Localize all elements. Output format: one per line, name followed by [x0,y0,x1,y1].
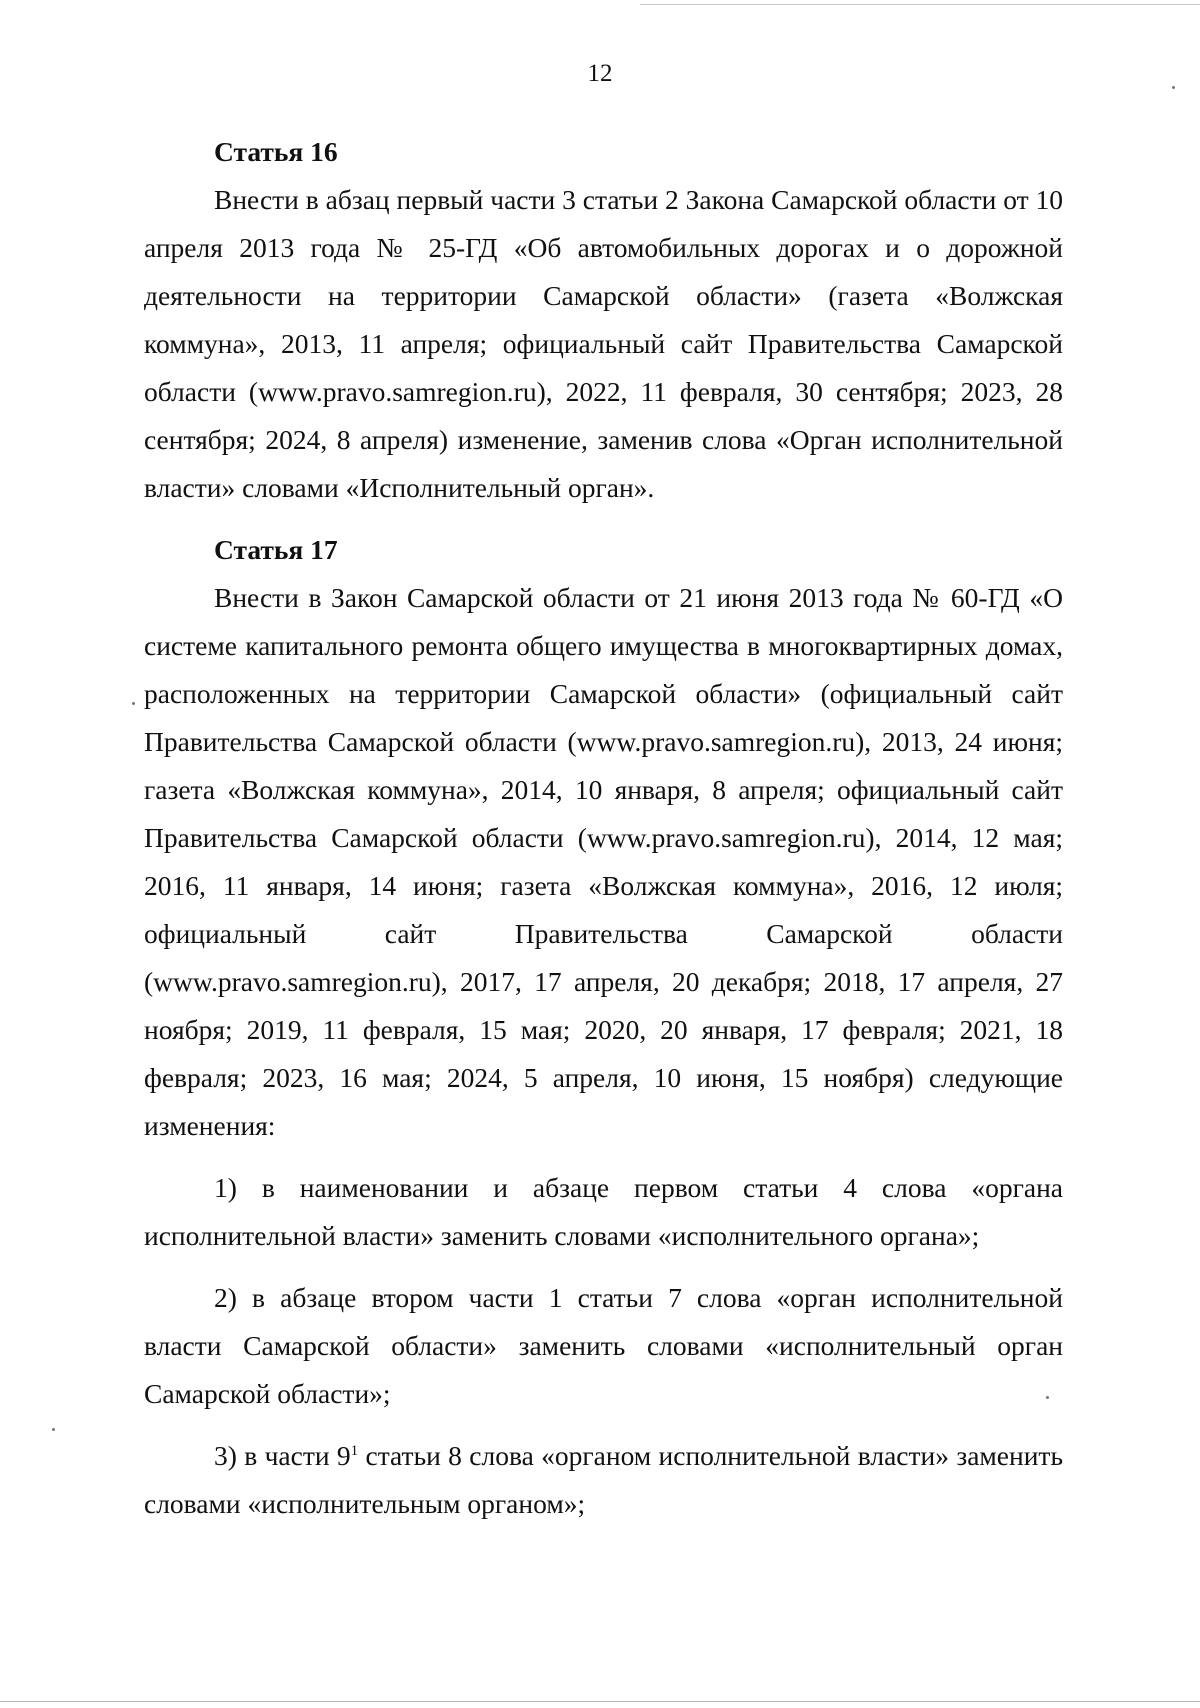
document-body [144,128,1063,1542]
item-3-text-after: статьи 8 слова «органом исполнительной власти» заменить словами «исполнительным органом»; [144,1440,1063,1519]
scan-speck [52,1428,55,1431]
article-17-heading: Статья 17 [214,534,338,565]
article-16-heading: Статья 16 [214,136,338,167]
scan-speck [1172,86,1175,89]
article-17-item-1: 1) в наименовании и абзаце первом статьи 4 слова «органа исполнительной власти» заменить словами «исполнительного органа»; [144,1172,1063,1251]
article-16-text: Внести в абзац первый части 3 статьи 2 Закона Самарской области от 10 апреля 2013 года № 25-ГД «Об автомобильных дорогах и о дорожной деятельности на территории Самарской области» (газета «Волжская коммуна», 2013, 11 апреля; официальный сайт Правительства Самарской области (www.pravo.samregion.ru), 2022, 11 февраля, 30 сентября; 2023, 28 сентября; 2024, 8 апреля) изменение, заменив слова «Орган исполнительной власти» словами «Исполнительный орган». [144,184,1063,503]
article-17-intro: Внести в Закон Самарской области от 21 июня 2013 года № 60-ГД «О системе капитального ремонта общего имущества в многоквартирных домах, расположенных на территории Самарской области» (официальный сайт Правительства Самарской области (www.pravo.samregion.ru), 2013, 24 июня; газета «Волжская коммуна», 2014, 10 января, 8 апреля; официальный сайт Правительства Самарской области (www.pravo.samregion.ru), 2014, 12 мая; 2016, 11 января, 14 июня; газета «Волжская коммуна», 2016, 12 июля; официальный сайт Правительства Самарской области (www.pravo.samregion.ru), 2017, 17 апреля, 20 декабря; 2018, 17 апреля, 27 ноября; 2019, 11 февраля, 15 мая; 2020, 20 января, 17 февраля; 2021, 18 февраля; 2023, 16 мая; 2024, 5 апреля, 10 июня, 15 ноября) следующие изменения: [144,582,1063,1141]
scan-speck [1046,1396,1049,1399]
scan-edge-line [0,1701,1200,1702]
item-3-text-before: 3) в части 9 [214,1440,351,1471]
scan-speck [132,702,135,705]
item-3-superscript: 1 [350,1442,359,1459]
article-17-item-2: 2) в абзаце втором части 1 статьи 7 слова «орган исполнительной власти Самарской области» заменить словами «исполнительный орган Самарской области»; [144,1282,1063,1409]
scan-edge-line [640,4,1200,5]
page-number: 12 [587,60,613,87]
article-17-item-3 [144,1432,1063,1528]
